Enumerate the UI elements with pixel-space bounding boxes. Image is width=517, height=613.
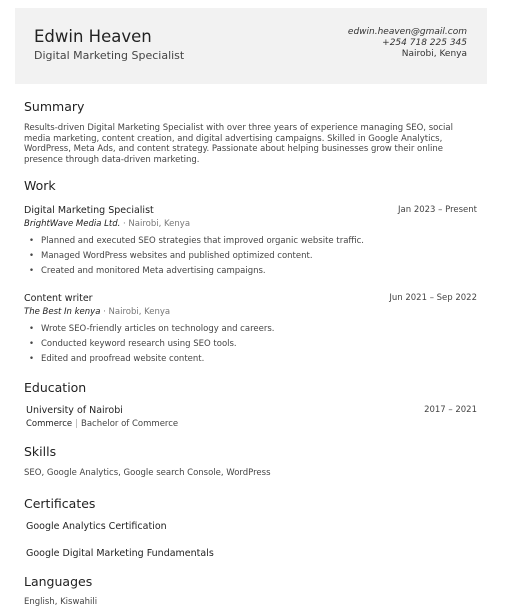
job-location: Nairobi, Kenya <box>108 307 171 317</box>
work-heading: Work <box>24 178 56 193</box>
job-location: Nairobi, Kenya <box>128 219 191 229</box>
list-item: • Wrote SEO-friendly articles on technology and careers. <box>24 324 274 339</box>
location-text: Nairobi, Kenya <box>401 49 467 59</box>
education-degree-line <box>26 419 178 429</box>
job-highlights <box>24 324 274 369</box>
job-company-line <box>24 307 170 317</box>
certificate-item: Google Analytics Certification <box>26 521 167 532</box>
education-institution: University of Nairobi <box>26 405 123 416</box>
candidate-name: Edwin Heaven <box>34 27 152 46</box>
education-degree: Bachelor of Commerce <box>81 419 179 429</box>
list-item: • Planned and executed SEO strategies that improved organic website traffic. <box>24 236 364 251</box>
list-item: • Conducted keyword research using SEO tools. <box>24 339 274 354</box>
job-company: The Best In kenya <box>24 307 101 317</box>
job-dates: Jan 2023 – Present <box>398 205 477 215</box>
certificates-heading: Certificates <box>24 496 96 511</box>
list-item: • Edited and proofread website content. <box>24 354 274 369</box>
list-item: • Managed WordPress websites and published optimized content. <box>24 251 364 266</box>
skills-text: SEO, Google Analytics, Google search Console, WordPress <box>24 468 271 478</box>
summary-text: Results-driven Digital Marketing Specialist with over three years of experience managing SEO, social media marketing, content creation, and digital advertising campaigns. Skilled in Google Analytics, WordPress, Meta Ads, and content strategy. Passionate about helping businesses grow their online presence through data-driven marketing. <box>24 123 453 165</box>
job-company-line <box>24 219 190 229</box>
job-company: BrightWave Media Ltd. <box>24 219 121 229</box>
list-item: • Created and monitored Meta advertising campaigns. <box>24 266 364 281</box>
languages-heading: Languages <box>24 574 93 589</box>
separator: · <box>123 219 129 229</box>
email-link[interactable]: edwin.heaven@gmail.com <box>347 27 467 37</box>
phone-link[interactable]: +254 718 225 345 <box>382 38 467 48</box>
resume-header <box>15 8 487 84</box>
job-dates: Jun 2021 – Sep 2022 <box>389 293 477 303</box>
candidate-headline: Digital Marketing Specialist <box>34 49 185 62</box>
summary-heading: Summary <box>24 99 85 114</box>
job-position: Content writer <box>24 293 93 304</box>
education-heading: Education <box>24 380 87 395</box>
divider: | <box>75 419 79 429</box>
skills-heading: Skills <box>24 444 57 459</box>
contact-block <box>348 27 467 60</box>
separator: · <box>103 307 109 317</box>
education-dates: 2017 – 2021 <box>424 405 477 415</box>
education-area: Commerce <box>26 419 73 429</box>
certificate-item: Google Digital Marketing Fundamentals <box>26 548 214 559</box>
job-position: Digital Marketing Specialist <box>24 205 154 216</box>
languages-text: English, Kiswahili <box>24 597 98 607</box>
job-highlights <box>24 236 364 281</box>
